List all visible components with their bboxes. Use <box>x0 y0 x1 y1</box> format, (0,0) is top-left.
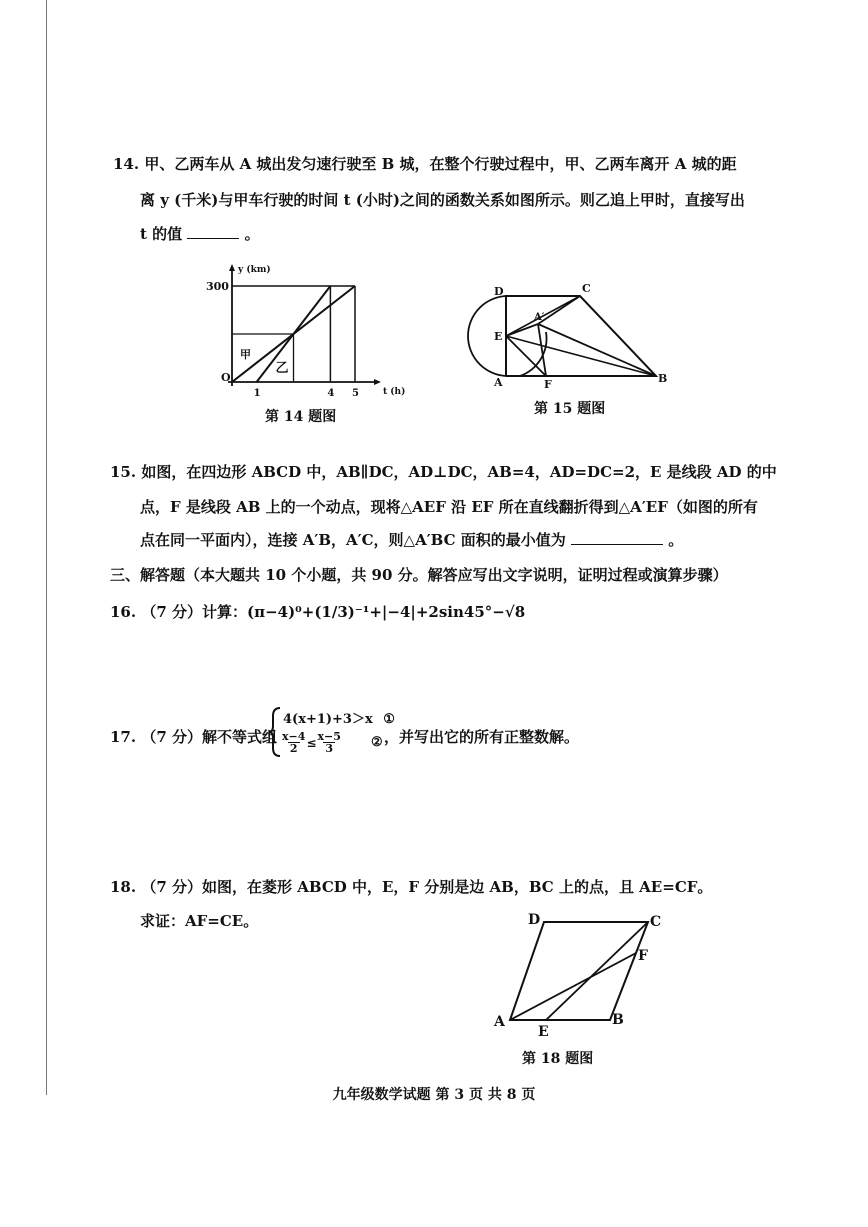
q17-inequality-2 <box>282 731 383 754</box>
q18-label-e: E <box>538 1024 549 1040</box>
q14-origin-label: O <box>221 371 231 384</box>
q17-number-prefix <box>110 726 277 747</box>
q18-figure <box>490 908 670 1038</box>
q18-rhombus-abcd <box>510 922 648 1020</box>
q14-y-axis-label: y (km) <box>238 265 271 275</box>
q18-line1 <box>110 876 712 897</box>
q15-line1 <box>110 461 777 482</box>
q14-figure-caption: 第 14 题图 <box>265 409 337 425</box>
q14-x-tick-4: 4 <box>327 388 335 399</box>
q15-figure-caption: 第 15 题图 <box>534 401 606 417</box>
q17-ineq2-mark: ② <box>370 735 383 750</box>
q18-figure-caption: 第 18 题图 <box>522 1051 594 1067</box>
page-footer: 九年级数学试题 第 3 页 共 8 页 <box>332 1087 536 1103</box>
q15-label-c: C <box>582 282 591 295</box>
q17-ineq2-right-den: 3 <box>325 742 334 755</box>
q14-chart <box>196 262 406 402</box>
q17-system-brace <box>268 706 282 758</box>
binding-margin-line <box>46 0 47 1095</box>
q14-line3 <box>140 223 260 244</box>
q18-label-d: D <box>528 912 541 928</box>
q14-x-tick-5: 5 <box>352 388 359 399</box>
q17-ineq1-mark: ① <box>383 712 395 727</box>
q15-label-d: D <box>494 285 504 298</box>
q14-y-arrow <box>229 264 235 271</box>
q18-label-f: F <box>638 948 648 964</box>
q15-line3 <box>140 529 683 550</box>
q17-ineq2-op: ≤ <box>306 735 317 750</box>
q17-ineq2-left-den: 2 <box>289 742 298 755</box>
q17-suffix: ，并写出它的所有正整数解。 <box>384 728 580 746</box>
q17-ineq1-text: 4(x+1)+3＞x <box>283 712 373 727</box>
q14-text-2: 离 y (千米)与甲车行驶的时间 t (小时)之间的函数关系如图所示。则乙追上甲时，直接写出 <box>140 191 745 209</box>
q15-figure <box>468 282 698 392</box>
q17-ineq2-left-num: x−4 <box>282 730 306 743</box>
q14-series-label-jia: 甲 <box>240 348 251 361</box>
q15-answer-blank[interactable] <box>571 530 663 545</box>
q14-series-label-yi: 乙 <box>275 361 289 376</box>
q18-label-b: B <box>612 1012 624 1028</box>
q18-number: 18. <box>110 878 137 896</box>
q14-x-arrow <box>374 379 381 385</box>
q15-label-a-prime: A′ <box>534 312 545 323</box>
q14-answer-blank[interactable] <box>187 224 239 239</box>
q17-prefix: （7 分）解不等式组 <box>141 728 278 746</box>
q15-label-a: A <box>494 376 503 389</box>
q14-y-tick-300: 300 <box>206 280 229 293</box>
q15-number: 15. <box>110 463 137 481</box>
q15-label-b: B <box>658 372 668 385</box>
q18-label-c: C <box>650 914 662 930</box>
q18-text-1: （7 分）如图，在菱形 ABCD 中，E，F 分别是边 AB，BC 上的点，且 AE=CF。 <box>141 878 713 896</box>
q15-label-f: F <box>544 378 552 391</box>
q15-text-3-end: 。 <box>668 531 684 549</box>
q16-number: 16. <box>110 603 137 621</box>
q15-quadrilateral-abcd <box>506 296 656 376</box>
q14-number: 14. <box>113 155 140 173</box>
q15-text-3: 点在同一平面内），连接 A′B，A′C，则△A′BC 面积的最小值为 <box>140 531 566 549</box>
q15-text-2: 点，F 是线段 AB 上的一个动点，现将△AEF 沿 EF 所在直线翻折得到△A′EF（如图的所有 <box>140 498 758 516</box>
section3-title: 三、解答题（本大题共 10 个小题，共 90 分。解答应写出文字说明，证明过程或演算步骤） <box>110 566 728 584</box>
q14-text-1: 甲、乙两车从 A 城出发匀速行驶至 B 城，在整个行驶过程中，甲、乙两车离开 A 城的距 <box>144 155 737 173</box>
q18-text-2: 求证：AF=CE。 <box>140 912 259 930</box>
q18-segment-ce <box>546 922 648 1020</box>
q16-line <box>110 601 525 622</box>
q17-ineq2-right-num: x−5 <box>317 730 341 743</box>
q15-text-1: 如图，在四边形 ABCD 中，AB∥DC，AD⊥DC，AB=4，AD=DC=2，E 是线段 AD 的中 <box>141 463 777 481</box>
q17-ineq2-left <box>282 731 305 754</box>
q16-text: （7 分）计算：(π−4)⁰+(1/3)⁻¹+|−4|+2sin45°−√8 <box>141 603 526 621</box>
q14-text-3-end: 。 <box>244 225 260 243</box>
q17-inequality-1 <box>283 708 395 727</box>
q17-ineq2-right <box>318 731 341 754</box>
q14-x-axis-label: t (h) <box>383 387 406 397</box>
q17-number: 17. <box>110 728 137 746</box>
q14-text-3: t 的值 <box>140 225 183 243</box>
q18-label-a: A <box>494 1014 505 1030</box>
q14-x-tick-1: 1 <box>253 388 261 399</box>
q14-line1 <box>113 153 737 174</box>
q15-label-e: E <box>494 330 503 343</box>
